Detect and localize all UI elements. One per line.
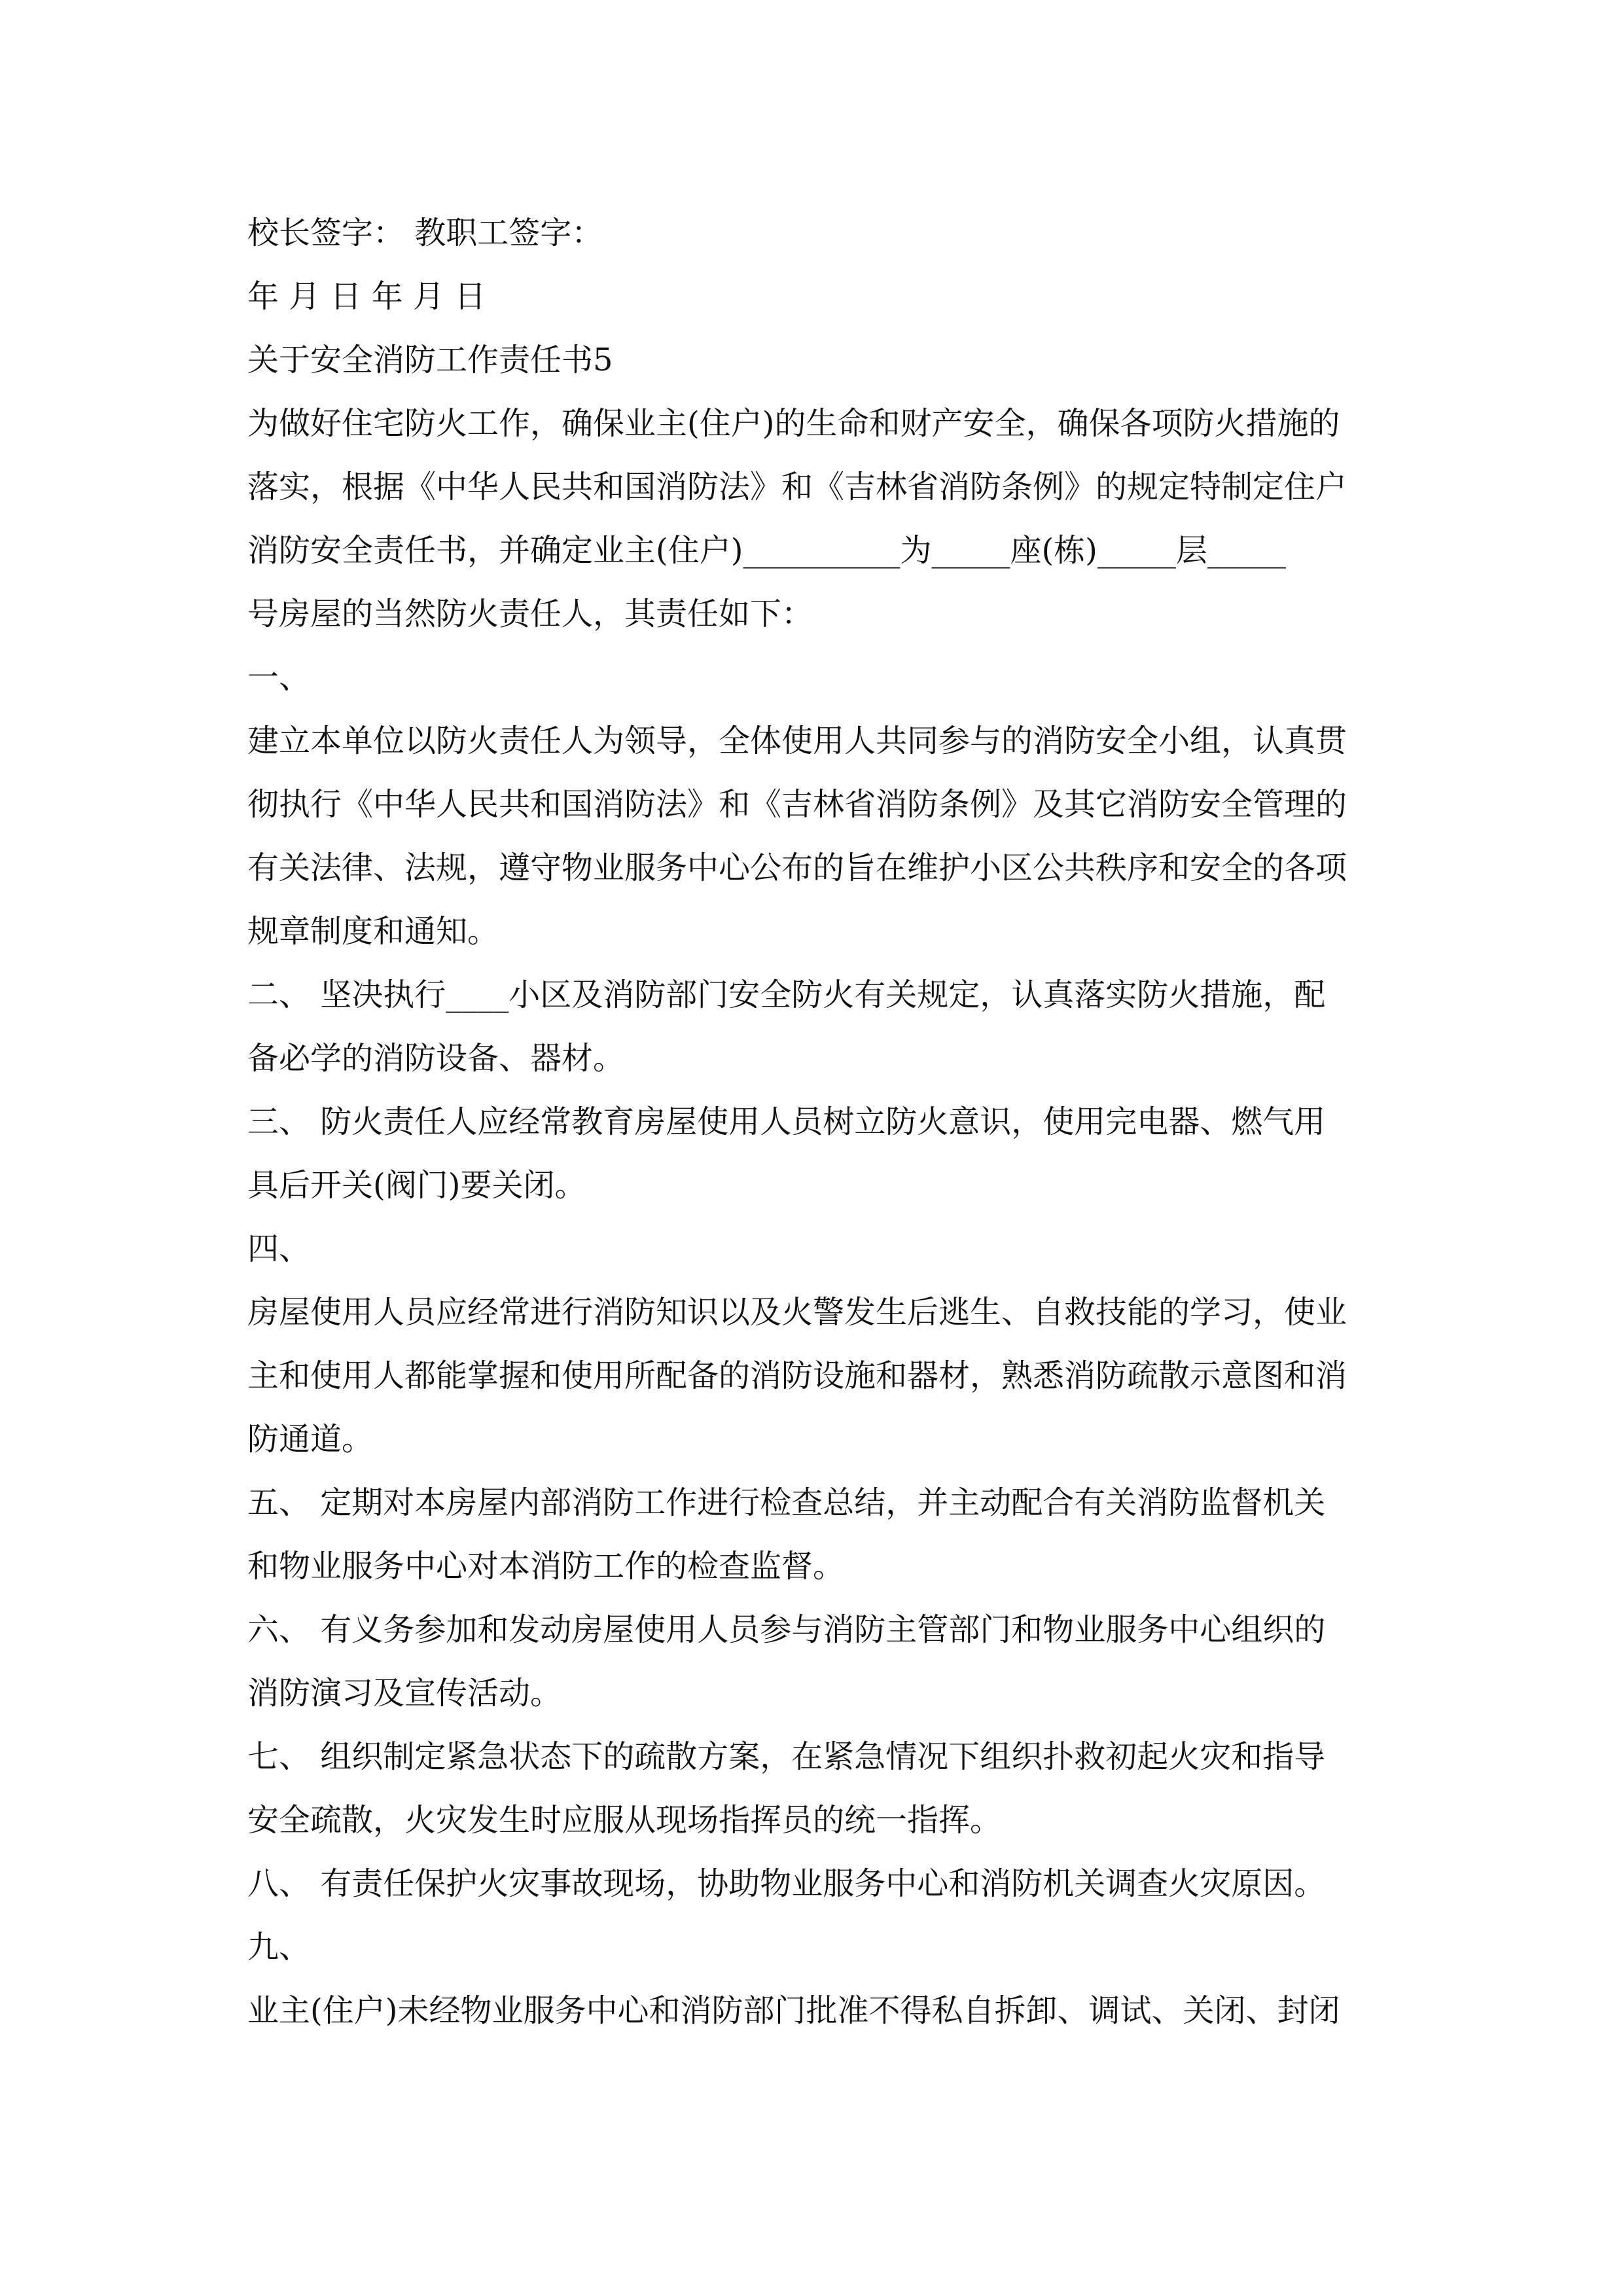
clause-1-line-3: 有关法律、法规，遵守物业服务中心公布的旨在维护小区公共秩序和安全的各项 [247, 850, 1347, 886]
clause-5-line-1: 五、 定期对本房屋内部消防工作进行检查总结，并主动配合有关消防监督机关 [247, 1484, 1326, 1521]
document-body [247, 202, 1380, 2043]
clause-2-line-1: 二、 坚决执行____小区及消防部门安全防火有关规定，认真落实防火措施，配 [247, 977, 1326, 1013]
clause-9-heading: 九、 [247, 1929, 311, 1965]
clause-6-line-1: 六、 有义务参加和发动房屋使用人员参与消防主管部门和物业服务中心组织的 [247, 1611, 1326, 1648]
clause-4-line-3: 防通道。 [247, 1421, 374, 1458]
clause-1-line-4: 规章制度和通知。 [247, 913, 499, 950]
clause-8-line-1: 八、 有责任保护火灾事故现场，协助物业服务中心和消防机关调查火灾原因。 [247, 1865, 1326, 1902]
clause-1-heading: 一、 [247, 659, 311, 696]
clause-6-line-2: 消防演习及宣传活动。 [247, 1675, 562, 1712]
intro-line-1: 为做好住宅防火工作，确保业主(住户)的生命和财产安全，确保各项防火措施的 [247, 405, 1340, 442]
clause-7-line-1: 七、 组织制定紧急状态下的疏散方案，在紧急情况下组织扑救初起火灾和指导 [247, 1738, 1326, 1775]
clause-1-line-2: 彻执行《中华人民共和国消防法》和《吉林省消防条例》及其它消防安全管理的 [247, 786, 1347, 823]
clause-3-line-2: 具后开关(阀门)要关闭。 [247, 1167, 586, 1204]
clause-4-line-2: 主和使用人都能掌握和使用所配备的消防设施和器材，熟悉消防疏散示意图和消 [247, 1357, 1347, 1394]
clause-1-line-1: 建立本单位以防火责任人为领导，全体使用人共同参与的消防安全小组，认真贯 [247, 723, 1347, 759]
clause-2-line-2: 备必学的消防设备、器材。 [247, 1040, 625, 1077]
section-title: 关于安全消防工作责任书5 [247, 342, 613, 378]
signature-line: 校长签字： 教职工签字： [247, 215, 603, 251]
clause-4-line-1: 房屋使用人员应经常进行消防知识以及火警发生后逃生、自救技能的学习，使业 [247, 1294, 1347, 1331]
clause-7-line-2: 安全疏散，火灾发生时应服从现场指挥员的统一指挥。 [247, 1802, 1002, 1839]
intro-line-2: 落实，根据《中华人民共和国消防法》和《吉林省消防条例》的规定特制定住户 [247, 469, 1347, 505]
clause-3-line-1: 三、 防火责任人应经常教育房屋使用人员树立防火意识，使用完电器、燃气用 [247, 1103, 1326, 1140]
intro-line-4: 号房屋的当然防火责任人，其责任如下： [247, 596, 813, 632]
clause-4-heading: 四、 [247, 1230, 311, 1267]
clause-9-line-1: 业主(住户)未经物业服务中心和消防部门批准不得私自拆卸、调试、关闭、封闭 [247, 1992, 1340, 2029]
intro-line-3: 消防安全责任书，并确定业主(住户)__________为_____座(栋)_____层_____ [247, 532, 1286, 569]
clause-5-line-2: 和物业服务中心对本消防工作的检查监督。 [247, 1548, 845, 1585]
date-line: 年 月 日 年 月 日 [247, 278, 486, 315]
